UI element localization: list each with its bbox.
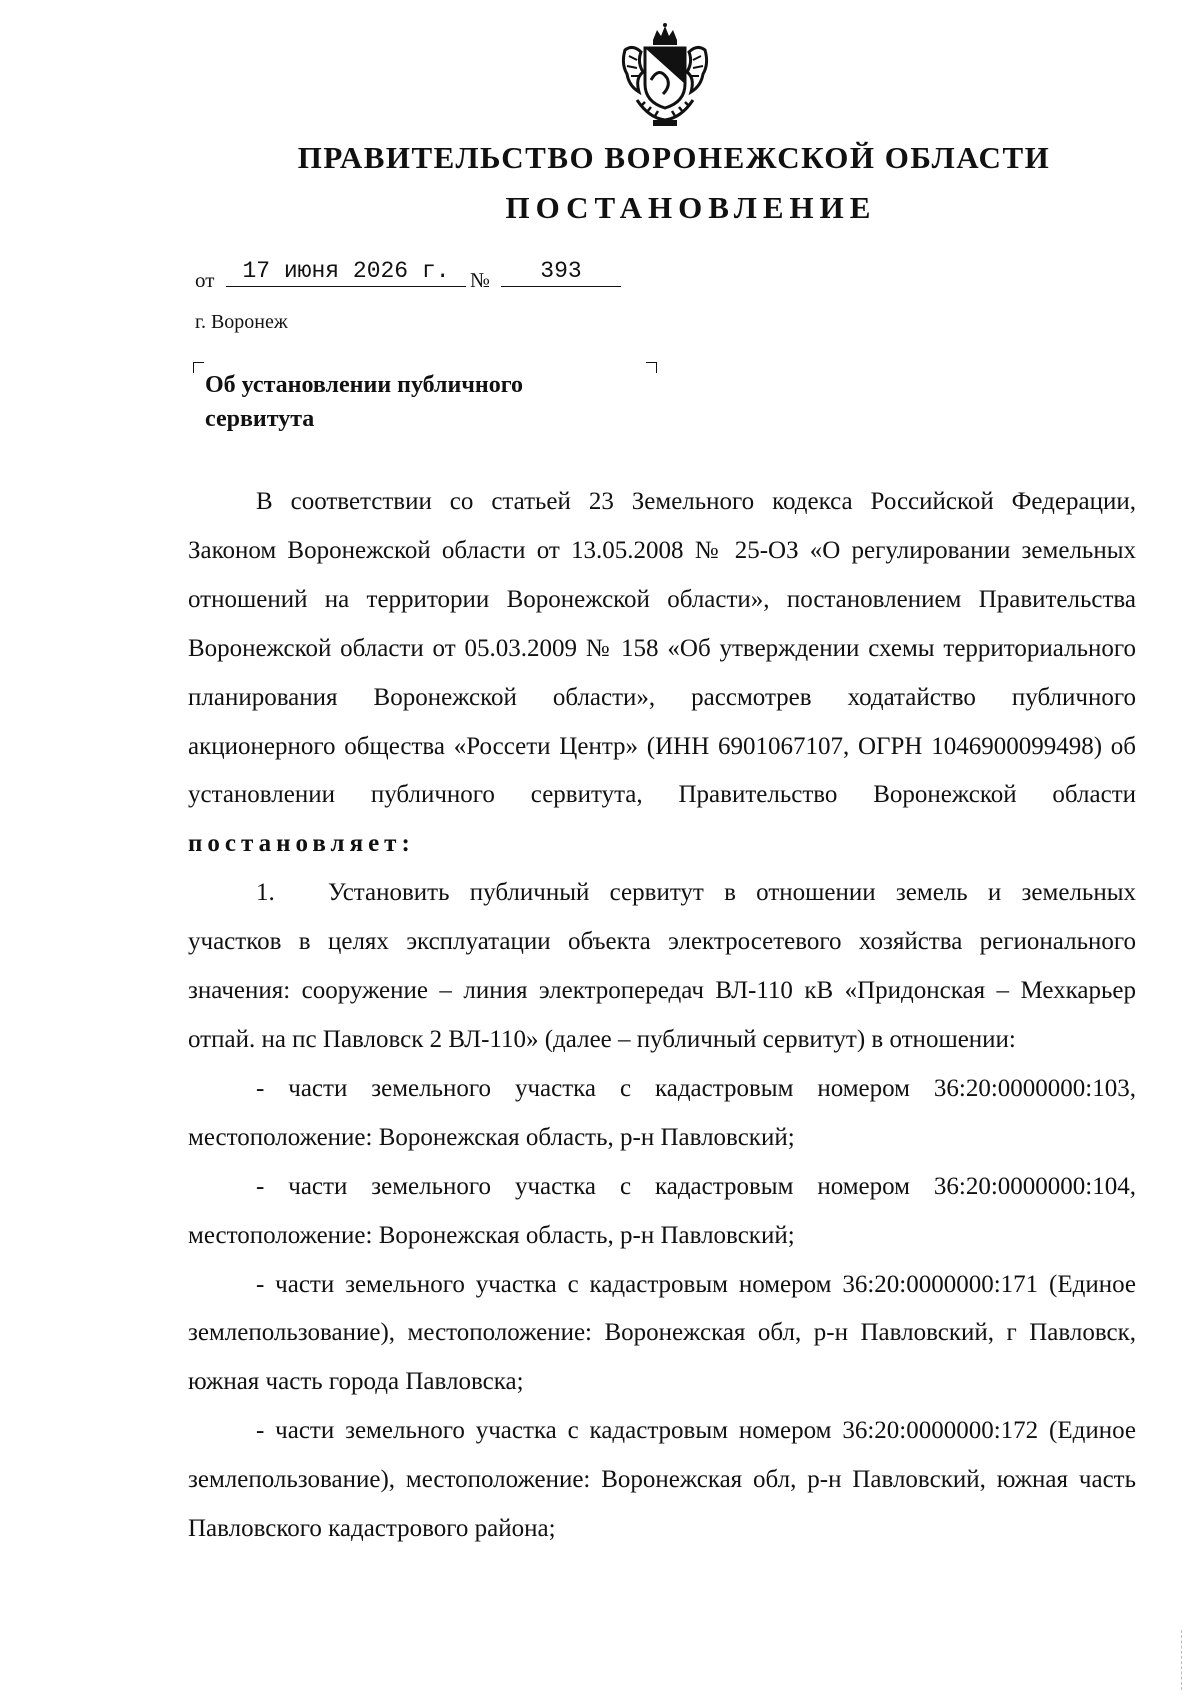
subject-line-2: сервитута bbox=[205, 406, 315, 432]
item-1-text: Установить публичный сервитут в отношении земель и земельных участков в целях эксплуатации объекта электросетевого хозяйства регионального значения: сооружение – линия электропередач ВЛ-110 кВ «Придонская – Мехкарьер отпай. на пс Павловск 2 ВЛ-110» (далее – публичный сервитут) в отношении: bbox=[188, 879, 1136, 1053]
number-field: 393 bbox=[501, 258, 621, 287]
date-label: от bbox=[195, 268, 215, 292]
preamble-paragraph bbox=[188, 478, 1136, 869]
scan-edge-mark bbox=[1181, 1630, 1183, 1690]
issue-city: г. Воронеж bbox=[195, 311, 288, 333]
subject-bracket-left bbox=[193, 362, 204, 373]
subject-line-1: Об установлении публичного bbox=[205, 372, 524, 398]
document-type: ПОСТАНОВЛЕНИЕ bbox=[505, 190, 877, 225]
document-body bbox=[188, 478, 1136, 1554]
number-label: № bbox=[470, 268, 491, 292]
date-field: 17 июня 2026 г. bbox=[226, 258, 466, 287]
item-1-paragraph bbox=[188, 869, 1136, 1065]
resolves-word: постановляет: bbox=[188, 830, 415, 858]
parcel-paragraph: - части земельного участка с кадастровым номером 36:20:0000000:172 (Единое землепользование), местоположение: Воронежская обл, р-н Павловский, южная часть Павловского кадастрового района; bbox=[188, 1417, 1136, 1543]
parcel-paragraph: - части земельного участка с кадастровым номером 36:20:0000000:103, местоположение: Воронежская область, р-н Павловский; bbox=[188, 1074, 1136, 1151]
coat-of-arms-icon bbox=[615, 22, 715, 130]
parcel-paragraph: - части земельного участка с кадастровым номером 36:20:0000000:171 (Единое землепользование), местоположение: Воронежская обл, р-н Павловский, г Павловск, южная часть города Павловска; bbox=[188, 1270, 1136, 1396]
government-title: ПРАВИТЕЛЬСТВО ВОРОНЕЖСКОЙ ОБЛАСТИ bbox=[297, 140, 1051, 175]
preamble-text: В соответствии со статьей 23 Земельного кодекса Российской Федерации, Законом Воронежской области от 13.05.2008 № 25-ОЗ «О регулировании земельных отношений на территории Воронежской области», постановлением Правительства Воронежской области от 05.03.2009 № 158 «Об утверждении схемы территориального планирования Воронежской области», рассмотрев ходатайство публичного акционерного общества «Россети Центр» (ИНН 6901067107, ОГРН 1046900099498) об установлении публичного сервитута, Правительство Воронежской области bbox=[188, 488, 1136, 809]
subject-bracket-right bbox=[646, 362, 657, 373]
parcel-paragraph: - части земельного участка с кадастровым номером 36:20:0000000:104, местоположение: Воронежская область, р-н Павловский; bbox=[188, 1172, 1136, 1249]
document-subject bbox=[205, 368, 645, 436]
item-1-number: 1. bbox=[256, 879, 275, 907]
